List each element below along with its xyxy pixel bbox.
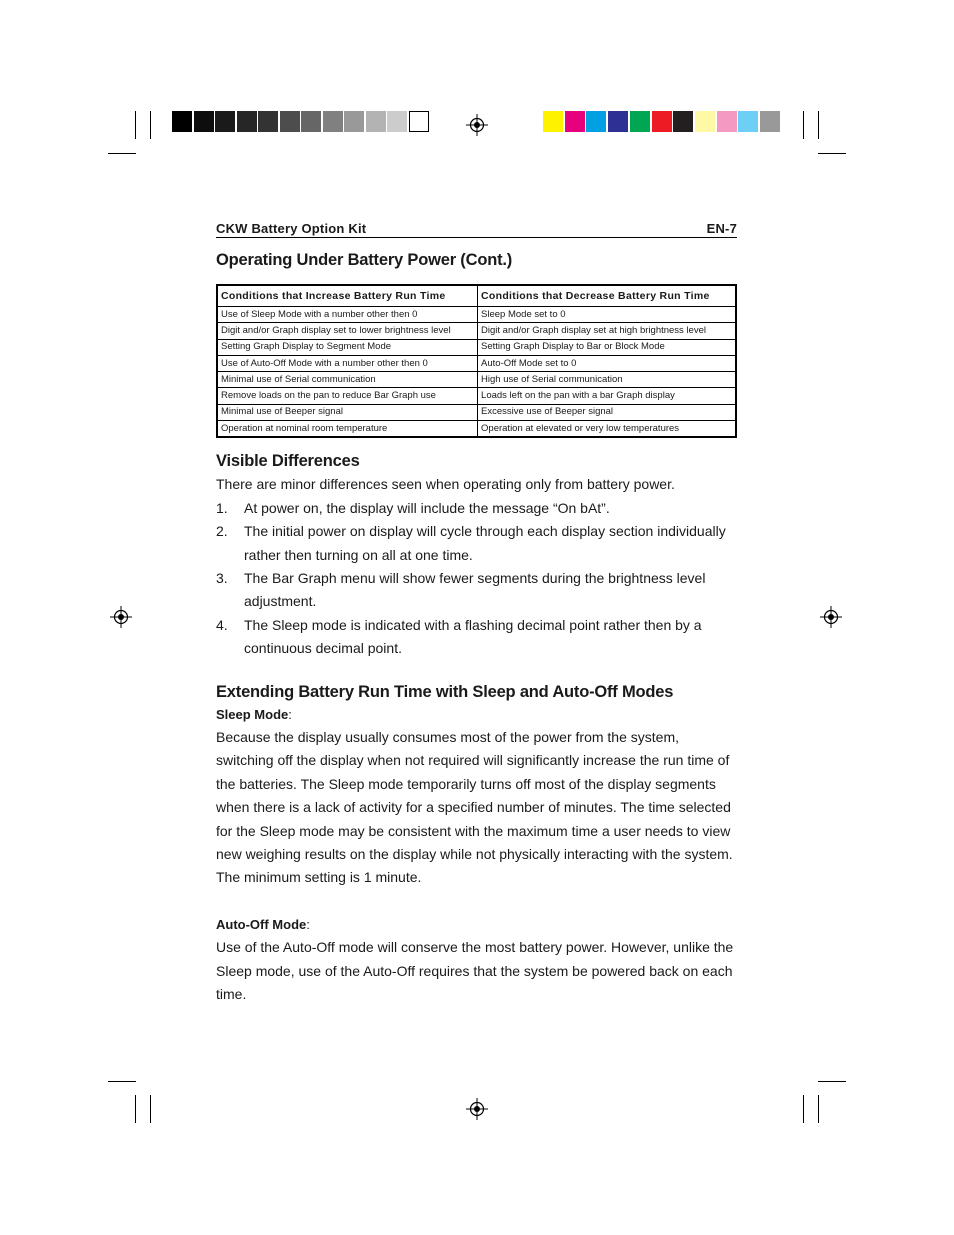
page-number: EN-7 <box>706 221 737 236</box>
subheading-colon: : <box>306 916 310 932</box>
color-swatch <box>409 111 429 132</box>
paragraph: Because the display usually consumes most of the power from the system, switching off the display when not required will significantly increase the run time of the batteries. The Sleep mode temporarily turns off most of the display segments when there is a lack of activity for a specified number of minutes. The time selected for the Sleep mode may be consistent with the maximum time a user needs to view new weighing results on the display while not physically interacting with the system. The minimum setting is 1 minute. <box>216 729 733 886</box>
registration-mark-icon <box>110 606 132 628</box>
color-swatch <box>652 111 672 132</box>
table-cell: Loads left on the pan with a bar Graph display <box>478 388 736 404</box>
table-row <box>217 323 736 339</box>
table-row <box>217 355 736 371</box>
color-swatch <box>673 111 693 132</box>
table-cell: Remove loads on the pan to reduce Bar Graph use <box>217 388 478 404</box>
color-swatch <box>280 111 300 132</box>
color-swatch <box>366 111 386 132</box>
crop-mark <box>803 1095 804 1123</box>
list-number: 3. <box>216 570 228 586</box>
color-swatch <box>323 111 343 132</box>
table-cell: Setting Graph Display to Bar or Block Mode <box>478 339 736 355</box>
crop-mark <box>135 111 136 139</box>
section-heading: Extending Battery Run Time with Sleep and Auto-Off Modes <box>216 682 674 701</box>
subheading <box>216 913 737 936</box>
table-cell: Digit and/or Graph display set at high brightness level <box>478 323 736 339</box>
table-row <box>217 388 736 404</box>
crop-mark <box>135 1095 136 1123</box>
table-cell: High use of Serial communication <box>478 372 736 388</box>
section-heading: Operating Under Battery Power (Cont.) <box>216 251 513 269</box>
numbered-list <box>216 497 737 661</box>
crop-mark <box>818 111 819 139</box>
list-item <box>216 614 737 661</box>
color-swatch <box>565 111 585 132</box>
crop-mark <box>803 111 804 139</box>
conditions-table <box>216 284 737 438</box>
list-item-text: The initial power on display will cycle through each display section individually rather then turning on all at one time. <box>244 523 726 563</box>
subheading-colon: : <box>288 706 292 722</box>
list-item-text: At power on, the display will include the message “On bAt”. <box>244 499 610 516</box>
table-cell: Digit and/or Graph display set to lower brightness level <box>217 323 478 339</box>
table-cell: Setting Graph Display to Segment Mode <box>217 339 478 355</box>
color-swatch <box>344 111 364 132</box>
table-cell: Operation at nominal room temperature <box>217 421 478 438</box>
paragraph: Use of the Auto-Off mode will conserve the most battery power. However, unlike the Sleep mode, use of the Auto-Off requires that the system be powered back on each time. <box>216 939 734 1003</box>
running-header <box>216 221 737 238</box>
table-cell: Minimal use of Beeper signal <box>217 404 478 420</box>
crop-mark <box>108 153 136 154</box>
registration-mark-icon <box>466 114 488 136</box>
document-title: CKW Battery Option Kit <box>216 221 367 236</box>
subheading <box>216 703 737 726</box>
color-swatch <box>586 111 606 132</box>
registration-mark-icon <box>820 606 842 628</box>
table-cell: Minimal use of Serial communication <box>217 372 478 388</box>
list-item <box>216 497 737 520</box>
color-swatch <box>172 111 192 132</box>
list-number: 1. <box>216 499 228 516</box>
crop-mark <box>818 1081 846 1082</box>
color-swatch <box>760 111 780 132</box>
table-cell: Auto-Off Mode set to 0 <box>478 355 736 371</box>
paragraph: There are minor differences seen when operating only from battery power. <box>216 476 675 493</box>
section-heading: Visible Differences <box>216 452 360 471</box>
color-swatch <box>301 111 321 132</box>
crop-mark <box>108 1081 136 1082</box>
crop-mark <box>818 1095 819 1123</box>
table-cell: Use of Auto-Off Mode with a number other then 0 <box>217 355 478 371</box>
color-swatch <box>695 111 715 132</box>
color-swatch <box>237 111 257 132</box>
color-swatch <box>717 111 737 132</box>
table-row <box>217 307 736 323</box>
color-swatch <box>387 111 407 132</box>
table-cell: Sleep Mode set to 0 <box>478 307 736 323</box>
color-swatch <box>738 111 758 132</box>
color-swatch <box>543 111 563 132</box>
color-swatch <box>258 111 278 132</box>
table-cell: Use of Sleep Mode with a number other then 0 <box>217 307 478 323</box>
crop-mark <box>150 111 151 139</box>
list-item <box>216 567 737 614</box>
list-number: 2. <box>216 523 228 540</box>
color-swatch <box>608 111 628 132</box>
table-cell: Excessive use of Beeper signal <box>478 404 736 420</box>
subheading-label: Auto-Off Mode <box>216 916 307 932</box>
color-swatch <box>215 111 235 132</box>
color-swatch <box>194 111 214 132</box>
subheading-label: Sleep Mode <box>216 706 289 722</box>
list-number: 4. <box>216 616 228 633</box>
table-header-row <box>217 285 736 307</box>
list-item <box>216 520 737 567</box>
list-item-text: The Bar Graph menu will show fewer segments during the brightness level adjustment. <box>244 570 706 610</box>
crop-mark <box>150 1095 151 1123</box>
table-cell: Operation at elevated or very low temperatures <box>478 421 736 438</box>
table-row <box>217 404 736 420</box>
list-item-text: The Sleep mode is indicated with a flashing decimal point rather then by a continuous decimal point. <box>244 616 702 657</box>
page-content <box>216 221 737 1007</box>
table-header-cell: Conditions that Decrease Battery Run Time <box>478 285 736 307</box>
color-swatch <box>630 111 650 132</box>
registration-mark-icon <box>466 1098 488 1120</box>
table-header-cell: Conditions that Increase Battery Run Time <box>217 285 478 307</box>
crop-mark <box>818 153 846 154</box>
table-row <box>217 372 736 388</box>
table-row <box>217 339 736 355</box>
table-row <box>217 421 736 438</box>
